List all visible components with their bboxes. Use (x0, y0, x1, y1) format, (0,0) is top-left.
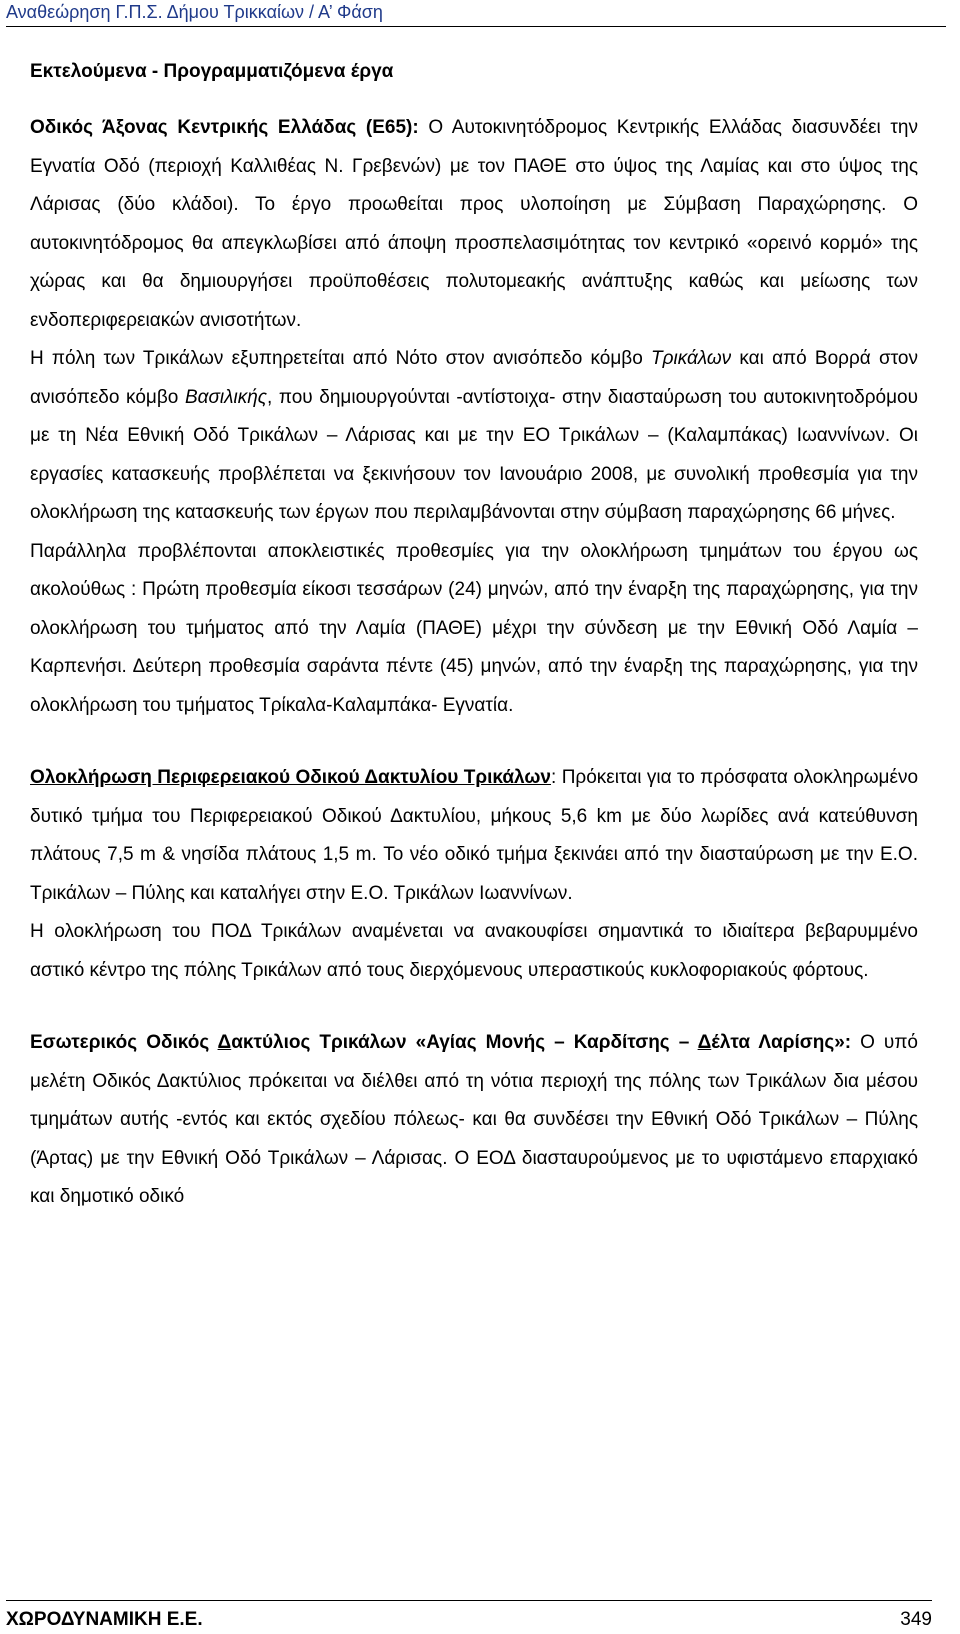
page-header (6, 0, 946, 27)
ring-road-title: Ολοκλήρωση Περιφερειακού Οδικού Δακτυλίου Τρικάλων (30, 767, 552, 788)
paragraph-interchanges (30, 340, 918, 533)
paragraph-e65-text: Ο Αυτοκινητόδρομος Κεντρικής Ελλάδας διασυνδέει την Εγνατία Οδό (περιοχή Καλλιθέας Ν. Γρεβενών) με τον ΠΑΘΕ στο ύψος της Λαμίας και στο ύψος της Λάρισας (δύο κλάδοι). Το έργο προωθείται προς υλοποίηση με Σύμβαση Παραχώρησης. Ο αυτοκινητόδρομος θα απεγκλωβίσει από άποψη προσπελασιμότητας τον κεντρικό «ορεινό κορμό» της χώρας και θα δημιουργήσει προϋποθέσεις πολυτομεακής ανάπτυξης καθώς και μείωσης των ενδοπεριφερειακών ανισοτήτων. (30, 117, 919, 331)
footer-company: ΧΩΡΟΔΥΝΑΜΙΚΗ Ε.Ε. (6, 1609, 203, 1630)
header-title: Αναθεώρηση Γ.Π.Σ. Δήμου Τρικκαίων / Α’ Φάση (6, 2, 383, 22)
document-body (30, 55, 918, 1217)
inner-ring-title-2: Δ (217, 1032, 232, 1053)
page-footer (6, 1600, 932, 1634)
paragraph-deadlines: Παράλληλα προβλέπονται αποκλειστικές προθεσμίες για την ολοκλήρωση τμημάτων του έργου ως ακολούθως : Πρώτη προθεσμία είκοσι τεσσάρων (24) μηνών, από την έναρξη της παραχώρησης, για την ολοκλήρωση του τμήματος από την Λαμία (ΠΑΘΕ) μέχρι την σύνδεση με την Εθνική Οδό Λαμία –Καρπενήσι. Δεύτερη προθεσμία σαράντα πέντε (45) μηνών, από την έναρξη της παραχώρησης, για την ολοκλήρωση του τμήματος Τρίκαλα-Καλαμπάκα- Εγνατία. (30, 540, 918, 716)
inner-ring-text: Ο υπό μελέτη Οδικός Δακτύλιος πρόκειται να διέλθει από τη νότια περιοχή της πόλης των Τρικάλων δια μέσου τμημάτων αυτής -εντός και εκτός σχεδίου πόλεως- και θα συνδέσει την Εθνική Οδό Τρικάλων – Πύλης (Άρτας) με την Εθνική Οδό Τρικάλων – Λάρισας. Ο ΕΟΔ διασταυρούμενος με το υφιστάμενο επαρχιακό και δημοτικό οδικό (30, 1032, 918, 1207)
paragraph-gap (30, 725, 918, 759)
paragraph-ring-road-impact: Η ολοκλήρωση του ΠΟΔ Τρικάλων αναμένεται να ανακουφίσει σημαντικά το ιδιαίτερα βεβαρυμμένο αστικό κέντρο της πόλης Τρικάλων από τους διερχόμενους υπεραστικούς κυκλοφοριακούς φόρτους. (30, 921, 918, 981)
inner-ring-title-4: Δ (697, 1032, 712, 1053)
section-title: Εκτελούμενα - Προγραμματιζόμενα έργα (30, 61, 394, 82)
ring-road-text: : Πρόκειται για το πρόσφατα ολοκληρωμένο δυτικό τμήμα του Περιφερειακού Οδικού Δακτυλίου, μήκους 5,6 km με δύο λωρίδες ανά κατεύθυνση πλάτους 7,5 m & νησίδα πλάτους 1,5 m. Το νέο οδικό τμήμα ξεκινάει από την διασταύρωση με την Ε.Ο. Τρικάλων – Πύλης και καταλήγει στην Ε.Ο. Τρικάλων Ιωαννίνων. (30, 767, 919, 904)
interchanges-node-vasiliki: Βασιλικής (184, 386, 267, 408)
paragraph-e65-title: Οδικός Άξονας Κεντρικής Ελλάδας (Ε65): (30, 117, 419, 138)
interchanges-text-3: , που δημιουργούνται -αντίστοιχα- στην διασταύρωση του αυτοκινητοδρόμου με τη Νέα Εθνική Οδό Τρικάλων – Λάρισας και με την ΕΟ Τρικάλων – (Καλαμπάκας) Ιωαννίνων. Οι εργασίες κατασκευής προβλέπεται να ξεκινήσουν τον Ιανουάριο 2008, με συνολική προθεσμία για την ολοκλήρωση της κατασκευής των έργων που περιλαμβάνονται στην σύμβαση παραχώρησης 66 μήνες. (30, 386, 918, 523)
inner-ring-title-1: Εσωτερικός Οδικός (30, 1032, 218, 1053)
interchanges-text-1: Η πόλη των Τρικάλων εξυπηρετείται από Νότο στον ανισόπεδο κόμβο (30, 348, 651, 369)
paragraph-e65 (30, 109, 918, 340)
paragraph-inner-ring (30, 1024, 918, 1217)
interchanges-text-2: και από Βορρά στον ανισόπεδο κόμβο (30, 348, 918, 408)
inner-ring-title-3: ακτύλιος Τρικάλων «Αγίας Μονής – Καρδίτσης – (231, 1032, 698, 1053)
page-number: 349 (900, 1609, 932, 1630)
interchanges-node-trikala: Τρικάλων (650, 348, 732, 369)
paragraph-ring-road (30, 759, 918, 913)
inner-ring-title-5: έλτα Λαρίσης»: (711, 1032, 852, 1053)
paragraph-gap (30, 990, 918, 1024)
